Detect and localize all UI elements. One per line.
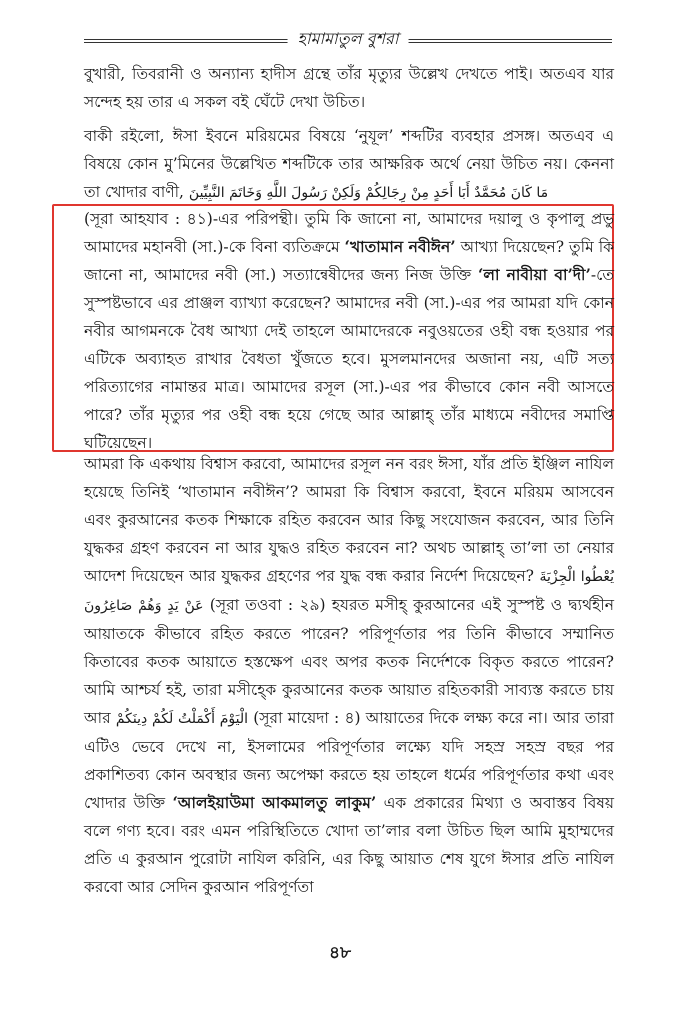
highlight-text-end: -তে সুস্পষ্টভাবে এর প্রাঞ্জল ব্যাখ্যা করেছেন? আমাদের নবী (সা.)-এর পর আমরা যদি কোন নবীর আগমনকে বৈধ আখ্যা দেই তাহলে আমাদেরকে নবুওয়তের ওহী বন্ধ হওয়ার পর এটিকে অব্যাহত রাখার বৈধতা খুঁজতে হবে। মুসলমানদের অজানা নয়, এটি সত্য পরিত্যাগের নামান্তর মাত্র। আমাদের রসূল (সা.)-এর পর কীভাবে কোন নবী আসতে পারে? তাঁর মৃত্যুর পর ওহী বন্ধ হয়ে গেছে আর আল্লাহ্ তাঁর মাধ্যমে নবীদের সমাপ্তি ঘটিয়েছেন। xyxy=(84,266,614,452)
quran-verse-maida: الْيَوْمَ أَكْمَلْتُ لَكُمْ دِينَكُمْ xyxy=(115,711,249,727)
highlight-text-mid: আখ্যা দিয়েছেন? তুমি কি জানো না, আমাদের নবী (সা.) সত্যান্বেষীদের জন্য নিজ উক্তি xyxy=(84,238,614,284)
quran-verse-tawba: يُعْطُوا الْجِزْيَةَ عَنْ يَدٍ وَهُمْ صَاغِرُونَ xyxy=(84,569,614,614)
khataman-nabiyyin-term: ‘খাতামান নবীঈন’ xyxy=(344,237,456,256)
al-yawma-term: ‘আলইয়াউমা আকমালতু লাকুম’ xyxy=(172,793,377,812)
header-title: হামামাতুল বুশরা xyxy=(288,26,409,53)
paragraph-3-text-b: (সূরা তওবা : ২৯) হযরত মসীহ্ কুরআনের এই সুস্পষ্ট ও দ্ব্যর্থহীন আয়াতকে কীভাবে রহিত করতে পারেন? পরিপূর্ণতার পর তিনি কীভাবে সম্মানিত কিতাবের কতক আয়াতে হস্তক্ষেপ এবং অপর কতক নির্দেশকে বিকৃত করতে পারেন? আমি আশ্চর্য হই, তারা মসীহ্কে কুরআনের কতক আয়াত রহিতকারী সাব্যস্ত করতে চায় আর xyxy=(84,596,614,727)
la-nabiya-badi-term: ‘লা নাবীয়া বা’দী’ xyxy=(478,265,591,284)
paragraph-3-text-d: এক প্রকারের মিথ্যা ও অবাস্তব বিষয় বলে গণ্য হবে। বরং এমন পরিস্থিতিতে খোদা তা’লার বলা উচিত ছিল আমি মুহাম্মদের প্রতি এ কুরআন পুরোটা নাযিল করিনি, এর কিছু আয়াত শেষ যুগে ঈসার প্রতি নাযিল করবো আর সেদিন কুরআন পরিপূর্ণতা xyxy=(84,794,614,896)
paragraph-1 xyxy=(84,60,614,116)
paragraph-2-text: বাকী রইলো, ঈসা ইবনে মরিয়মের বিষয়ে ‘নুযূল’ শব্দটির ব্যবহার প্রসঙ্গ। অতএব এ বিষয়ে কোন মু’মিনের উল্লেখিত শব্দটিকে তার আক্ষরিক অর্থে নেয়া উচিত নয়। কেননা তা খোদার বাণী, xyxy=(84,127,614,201)
paragraph-3-text-a: আমরা কি একথায় বিশ্বাস করবো, আমাদের রসূল নন বরং ঈসা, যাঁর প্রতি ইঞ্জিল নাযিল হয়েছে তিনিই ‘খাতামান নবীঈন’? আমরা কি বিশ্বাস করবো, ইবনে মরিয়ম আসবেন এবং কুরআনের কতক শিক্ষাকে রহিত করবেন আর কিছু সংযোজন করবেন, আর তিনি যুদ্ধকর গ্রহণ করবেন না আর যুদ্ধও রহিত করবেন না? অথচ আল্লাহ্ তা’লা তা নেয়ার আদেশ দিয়েছেন আর যুদ্ধকর গ্রহণের পর যুদ্ধ বন্ধ করার নির্দেশ দিয়েছেন? xyxy=(84,455,614,585)
paragraph-3-text-c: (সূরা মায়েদা : ৪) আয়াতের দিকে লক্ষ্য করে না। আর তারা এটিও ভেবে দেখে না, ইসলামের পরিপূর্ণতার লক্ষ্যে যদি সহস্র সহস্র বছর পর প্রকাশিতব্য কোন অবস্থার জন্য অপেক্ষা করতে হয় তাহলে ধর্মের পরিপূর্ণতার কথা এবং খোদার উক্তি xyxy=(84,709,614,812)
page-number: ৪৮ xyxy=(328,943,352,963)
highlight-text-start: (সূরা আহযাব : ৪১)-এর পরিপন্থী। তুমি কি জানো না, আমাদের দয়ালু ও কৃপালু প্রভু আমাদের মহানবী (সা.)-কে বিনা ব্যতিক্রমে xyxy=(84,210,614,256)
highlighted-paragraph xyxy=(84,205,614,457)
running-header xyxy=(84,24,612,54)
paragraph-1-text: বুখারী, তিবরানী ও অন্যান্য হাদীস গ্রন্থে তাঁর মৃত্যুর উল্লেখ দেখতে পাই। অতএব যার সন্দেহ হয় তার এ সকল বই ঘেঁটে দেখা উচিত। xyxy=(84,65,614,111)
paragraph-2 xyxy=(84,122,614,207)
paragraph-3 xyxy=(84,450,614,901)
quran-verse-ahzab: مَا كَانَ مُحَمَّدٌ أَبَا أَحَدٍ مِنْ رِجَالِكُمْ وَلَكِنْ رَسُولَ اللَّهِ وَخَاتَمَ النَّبِيِّينَ xyxy=(188,185,549,201)
